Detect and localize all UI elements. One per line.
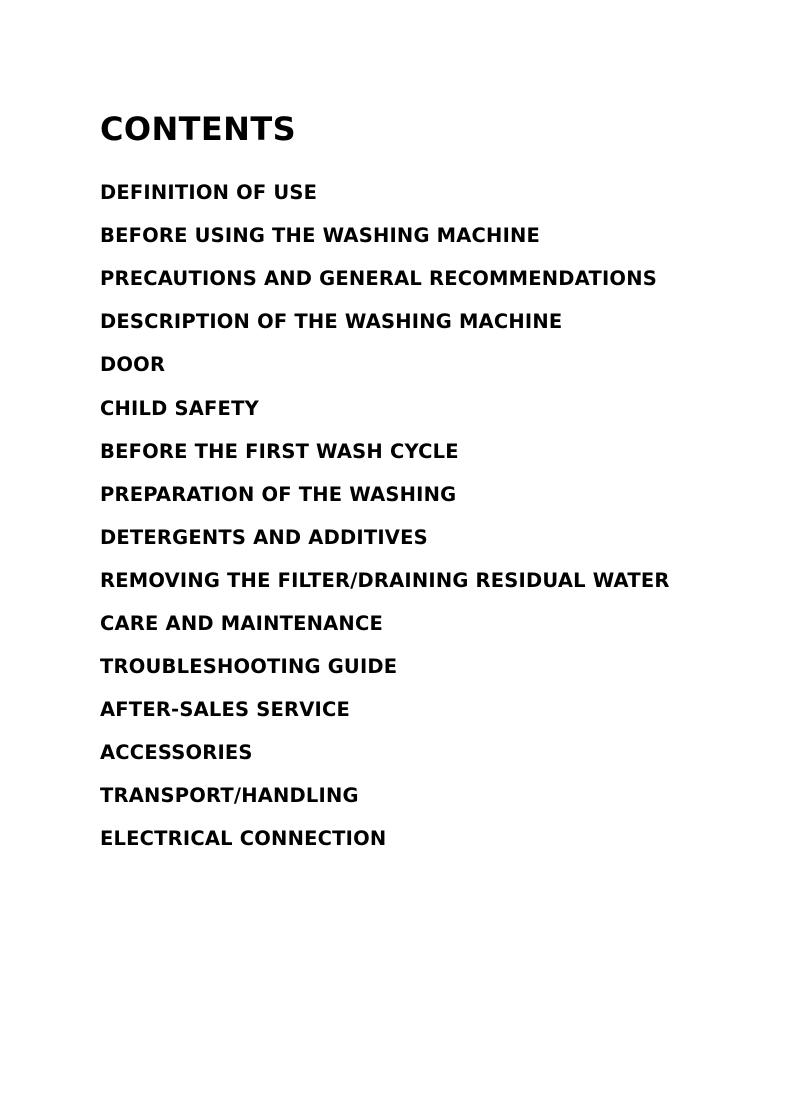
list-item: BEFORE USING THE WASHING MACHINE xyxy=(100,224,541,248)
contents-block xyxy=(100,112,740,852)
list-item: DETERGENTS AND ADDITIVES xyxy=(100,525,428,549)
list-item: REMOVING THE FILTER/DRAINING RESIDUAL WATER xyxy=(100,568,670,592)
list-item: CHILD SAFETY xyxy=(100,396,259,420)
list-item: TROUBLESHOOTING GUIDE xyxy=(100,654,398,678)
list-item: ACCESSORIES xyxy=(100,741,253,764)
list-item: BEFORE THE FIRST WASH CYCLE xyxy=(100,439,459,463)
list-item: DESCRIPTION OF THE WASHING MACHINE xyxy=(100,310,563,334)
list-item: PRECAUTIONS AND GENERAL RECOMMENDATIONS xyxy=(100,267,657,291)
list-item: PREPARATION OF THE WASHING xyxy=(100,482,457,506)
list-item: ELECTRICAL CONNECTION xyxy=(100,827,387,851)
page-title: CONTENTS xyxy=(100,110,297,148)
list-item: DEFINITION OF USE xyxy=(100,181,318,205)
table-of-contents-list xyxy=(100,181,740,852)
list-item: DOOR xyxy=(100,353,166,377)
list-item: AFTER-SALES SERVICE xyxy=(100,697,351,721)
list-item: TRANSPORT/HANDLING xyxy=(100,784,359,808)
list-item: CARE AND MAINTENANCE xyxy=(100,611,383,635)
